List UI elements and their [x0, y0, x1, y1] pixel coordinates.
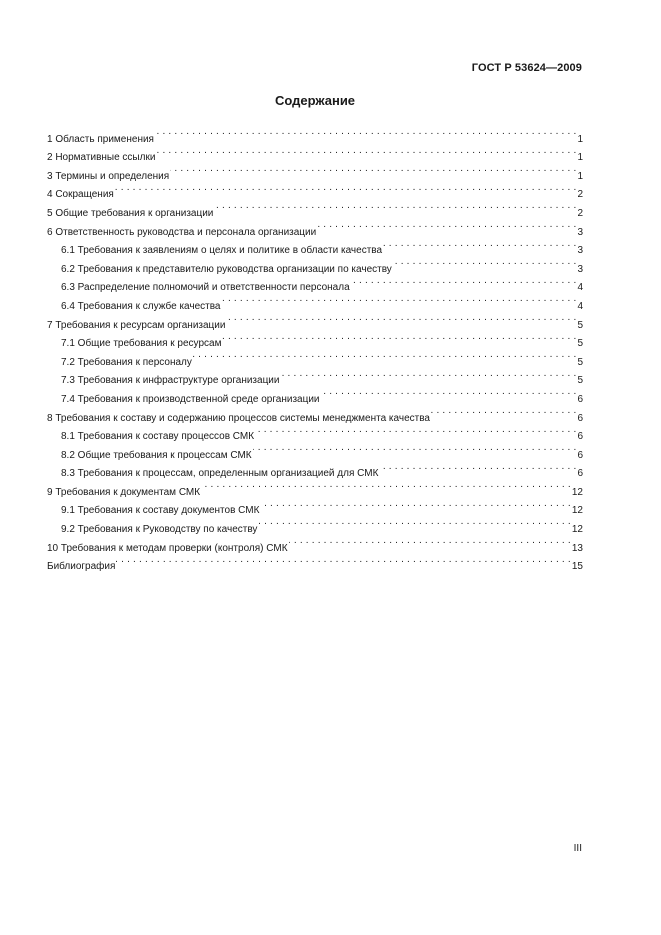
toc-dot-leader — [155, 123, 576, 142]
toc-dot-leader — [193, 346, 577, 365]
standard-code: ГОСТ Р 53624—2009 — [471, 62, 582, 74]
toc-dot-leader — [116, 551, 570, 570]
toc-dot-leader — [260, 495, 570, 514]
toc-entry-title: 10 Требования к методам проверки (контроля) СМК — [47, 542, 288, 554]
toc-entry-title: 1 Область применения — [47, 133, 154, 145]
toc-entry-page: 15 — [571, 561, 583, 573]
toc-entry-page: 2 — [577, 189, 583, 201]
toc-entry-page: 6 — [577, 431, 583, 443]
toc-entry-title: 6.2 Требования к представителю руководства организации по качеству — [61, 263, 392, 275]
toc-entry-page: 6 — [577, 393, 583, 405]
toc-entry-title: 8.2 Общие требования к процессам СМК — [61, 449, 252, 461]
toc-entry-page: 5 — [577, 375, 583, 387]
toc-entry[interactable] — [47, 551, 583, 573]
toc-entry-title: 7.3 Требования к инфраструктуре организации — [61, 375, 280, 387]
toc-entry-title: 9.1 Требования к составу документов СМК — [61, 505, 260, 517]
toc-dot-leader — [156, 142, 576, 161]
toc-entry-page: 1 — [577, 152, 583, 164]
toc-entry-title: 2 Нормативные ссылки — [47, 152, 156, 164]
toc-entry-page: 4 — [577, 300, 583, 312]
toc-entry-page: 1 — [577, 170, 583, 182]
toc-dot-leader — [226, 309, 576, 328]
toc-dot-leader — [317, 216, 576, 235]
toc-entry-title: Библиография — [47, 561, 116, 573]
toc-dot-leader — [253, 439, 577, 458]
toc-entry-page: 6 — [577, 468, 583, 480]
toc-entry-title: 6 Ответственность руководства и персонала организации — [47, 226, 317, 238]
toc-entry-page: 5 — [577, 338, 583, 350]
toc-entry-title: 7.4 Требования к производственной среде организации — [61, 393, 320, 405]
toc-entry-page: 5 — [577, 356, 583, 368]
toc-dot-leader — [115, 179, 577, 198]
toc-entry[interactable] — [47, 179, 583, 201]
toc-entry-page: 5 — [577, 319, 583, 331]
toc-dot-leader — [280, 365, 576, 384]
toc-entry-title: 3 Термины и определения — [47, 170, 170, 182]
toc-dot-leader — [351, 272, 577, 291]
toc-entry-title: 9 Требования к документам СМК — [47, 486, 201, 498]
toc-dot-leader — [289, 532, 571, 551]
toc-dot-leader — [379, 458, 576, 477]
toc-entry-page: 3 — [577, 245, 583, 257]
toc-entry-title: 7.1 Общие требования к ресурсам — [61, 338, 222, 350]
toc-entry[interactable] — [47, 123, 583, 145]
toc-dot-leader — [170, 160, 576, 179]
toc-dot-leader — [201, 476, 571, 495]
toc-entry-title: 6.3 Распределение полномочий и ответственности персонала — [61, 282, 350, 294]
toc-entry-page: 12 — [571, 524, 583, 536]
toc-entry-title: 8.3 Требования к процессам, определенным организацией для СМК — [61, 468, 379, 480]
toc-entry-page: 4 — [577, 282, 583, 294]
toc-entry-title: 9.2 Требования к Руководству по качеству — [61, 524, 258, 536]
toc-dot-leader — [222, 290, 577, 309]
toc-dot-leader — [383, 235, 576, 254]
toc-entry-title: 4 Сокращения — [47, 189, 114, 201]
toc-entry-page: 12 — [571, 505, 583, 517]
toc-entry-title: 7 Требования к ресурсам организации — [47, 319, 226, 331]
toc-entry-page: 13 — [571, 542, 583, 554]
toc-entry-page: 6 — [577, 412, 583, 424]
page-number: III — [573, 843, 582, 854]
toc-entry-page: 12 — [571, 486, 583, 498]
toc-entry[interactable] — [47, 197, 583, 219]
toc-entry-title: 7.2 Требования к персоналу — [61, 356, 192, 368]
toc-entry-page: 3 — [577, 263, 583, 275]
toc-entry-page: 3 — [577, 226, 583, 238]
toc-dot-leader — [258, 513, 570, 532]
table-of-contents — [47, 123, 583, 573]
toc-entry-page: 2 — [577, 207, 583, 219]
toc-dot-leader — [321, 383, 577, 402]
toc-entry-page: 6 — [577, 449, 583, 461]
toc-title: Содержание — [274, 93, 356, 108]
toc-dot-leader — [222, 328, 576, 347]
toc-entry-title: 8 Требования к составу и содержанию процессов системы менеджмента качества — [47, 412, 430, 424]
toc-dot-leader — [214, 197, 576, 216]
toc-dot-leader — [393, 253, 577, 272]
toc-dot-leader — [255, 421, 576, 440]
toc-entry-title: 6.4 Требования к службе качества — [61, 300, 221, 312]
toc-entry-title: 5 Общие требования к организации — [47, 207, 214, 219]
toc-entry-page: 1 — [577, 133, 583, 145]
toc-entry-title: 8.1 Требования к составу процессов СМК — [61, 431, 255, 443]
toc-dot-leader — [431, 402, 576, 421]
toc-entry-title: 6.1 Требования к заявлениям о целях и политике в области качества — [61, 245, 383, 257]
